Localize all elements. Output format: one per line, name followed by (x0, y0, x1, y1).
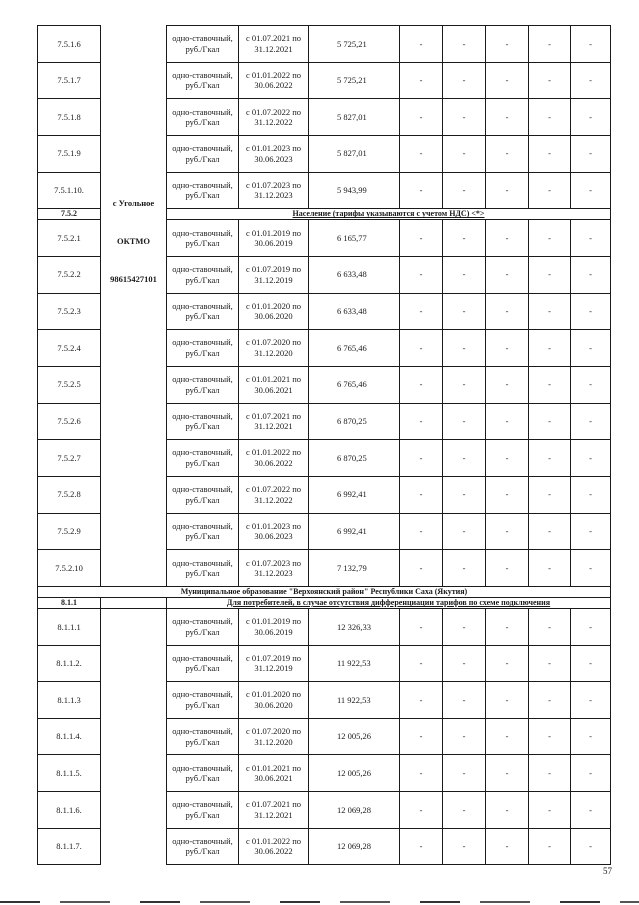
tariff-type: одно-ставочный, руб./Гкал (167, 366, 239, 403)
empty-value-dash: - (400, 476, 443, 513)
tariff-type: одно-ставочный, руб./Гкал (167, 682, 239, 719)
municipality-row (38, 587, 611, 598)
empty-value-dash: - (486, 330, 529, 367)
group-title: Население (тарифы указываются с учетом НДС) <*> (167, 209, 611, 220)
tariff-type: одно-ставочный, руб./Гкал (167, 609, 239, 646)
empty-value-dash: - (486, 62, 529, 99)
row-number: 7.5.2.4 (38, 330, 101, 367)
empty-value-dash: - (400, 99, 443, 136)
empty-value-dash: - (486, 476, 529, 513)
tariff-value: 12 005,26 (309, 755, 400, 792)
tariff-type: одно-ставочный, руб./Гкал (167, 645, 239, 682)
empty-value-dash: - (400, 220, 443, 257)
empty-value-dash: - (486, 645, 529, 682)
tariff-type: одно-ставочный, руб./Гкал (167, 718, 239, 755)
empty-value-dash: - (571, 330, 611, 367)
empty-value-dash: - (443, 440, 486, 477)
settlement-info (101, 26, 166, 587)
empty-value-dash: - (443, 718, 486, 755)
empty-value-dash: - (529, 682, 571, 719)
empty-value-dash: - (400, 550, 443, 587)
settlement-cell-blank (101, 718, 167, 755)
table-row (38, 755, 611, 792)
settlement-cell-blank (101, 645, 167, 682)
empty-value-dash: - (529, 26, 571, 63)
empty-value-dash: - (571, 26, 611, 63)
row-number: 7.5.1.9 (38, 135, 101, 172)
table-row (38, 682, 611, 719)
empty-value-dash: - (443, 645, 486, 682)
empty-value-dash: - (400, 792, 443, 829)
empty-value-dash: - (529, 550, 571, 587)
row-number: 8.1.1.5. (38, 755, 101, 792)
empty-value-dash: - (443, 476, 486, 513)
row-number: 7.5.2.3 (38, 293, 101, 330)
row-number: 7.5.1.7 (38, 62, 101, 99)
empty-value-dash: - (486, 682, 529, 719)
row-number: 7.5.2.6 (38, 403, 101, 440)
empty-value-dash: - (571, 792, 611, 829)
oktmo-label: ОКТМО (117, 235, 150, 246)
tariff-type: одно-ставочный, руб./Гкал (167, 99, 239, 136)
empty-value-dash: - (571, 550, 611, 587)
row-number: 8.1.1.1 (38, 609, 101, 646)
empty-value-dash: - (571, 513, 611, 550)
row-number: 7.5.1.8 (38, 99, 101, 136)
tariff-type: одно-ставочный, руб./Гкал (167, 293, 239, 330)
table-row (38, 609, 611, 646)
empty-value-dash: - (400, 609, 443, 646)
tariff-period: с 01.07.2023 по 31.12.2023 (239, 172, 309, 209)
tariff-period: с 01.07.2021 по 31.12.2021 (239, 26, 309, 63)
tariff-period: с 01.07.2022 по 31.12.2022 (239, 476, 309, 513)
empty-value-dash: - (529, 135, 571, 172)
tariff-value: 11 922,53 (309, 645, 400, 682)
table-row (38, 792, 611, 829)
empty-value-dash: - (486, 366, 529, 403)
tariff-period: с 01.07.2020 по 31.12.2020 (239, 718, 309, 755)
empty-value-dash: - (400, 513, 443, 550)
empty-value-dash: - (486, 718, 529, 755)
empty-value-dash: - (443, 26, 486, 63)
tariff-period: с 01.01.2022 по 30.06.2022 (239, 440, 309, 477)
tariff-type: одно-ставочный, руб./Гкал (167, 403, 239, 440)
empty-value-dash: - (486, 99, 529, 136)
tariff-value: 12 005,26 (309, 718, 400, 755)
empty-value-dash: - (529, 476, 571, 513)
empty-value-dash: - (400, 755, 443, 792)
empty-value-dash: - (486, 403, 529, 440)
group-number: 8.1.1 (38, 598, 101, 609)
empty-value-dash: - (529, 293, 571, 330)
empty-value-dash: - (571, 476, 611, 513)
empty-value-dash: - (443, 135, 486, 172)
empty-value-dash: - (529, 513, 571, 550)
empty-value-dash: - (571, 718, 611, 755)
group-title: Для потребителей, в случае отсутствия дифференциации тарифов по схеме подключения (167, 598, 611, 609)
tariff-period: с 01.01.2020 по 30.06.2020 (239, 682, 309, 719)
empty-value-dash: - (486, 609, 529, 646)
row-number: 7.5.2.10 (38, 550, 101, 587)
tariff-type: одно-ставочный, руб./Гкал (167, 792, 239, 829)
blank-cell (101, 598, 167, 609)
tariff-period: с 01.07.2022 по 31.12.2022 (239, 99, 309, 136)
tariff-value: 12 326,33 (309, 609, 400, 646)
tariff-value: 6 633,48 (309, 293, 400, 330)
table-body (38, 26, 611, 865)
empty-value-dash: - (400, 828, 443, 865)
empty-value-dash: - (443, 755, 486, 792)
tariff-period: с 01.01.2019 по 30.06.2019 (239, 220, 309, 257)
row-number: 8.1.1.2. (38, 645, 101, 682)
settlement-name: с Угольное (112, 197, 155, 208)
tariff-type: одно-ставочный, руб./Гкал (167, 220, 239, 257)
empty-value-dash: - (443, 330, 486, 367)
tariff-value: 12 069,28 (309, 792, 400, 829)
empty-value-dash: - (400, 26, 443, 63)
tariff-period: с 01.07.2021 по 31.12.2021 (239, 403, 309, 440)
empty-value-dash: - (486, 172, 529, 209)
tariff-type: одно-ставочный, руб./Гкал (167, 135, 239, 172)
empty-value-dash: - (486, 293, 529, 330)
tariff-period: с 01.01.2023 по 30.06.2023 (239, 513, 309, 550)
empty-value-dash: - (529, 718, 571, 755)
empty-value-dash: - (486, 256, 529, 293)
tariff-value: 6 992,41 (309, 513, 400, 550)
empty-value-dash: - (571, 403, 611, 440)
tariff-period: с 01.01.2023 по 30.06.2023 (239, 135, 309, 172)
tariff-type: одно-ставочный, руб./Гкал (167, 26, 239, 63)
empty-value-dash: - (529, 62, 571, 99)
settlement-cell (101, 26, 167, 587)
tariff-type: одно-ставочный, руб./Гкал (167, 476, 239, 513)
table-row (38, 645, 611, 682)
empty-value-dash: - (571, 755, 611, 792)
empty-value-dash: - (400, 293, 443, 330)
empty-value-dash: - (486, 440, 529, 477)
empty-value-dash: - (571, 62, 611, 99)
empty-value-dash: - (443, 828, 486, 865)
empty-value-dash: - (443, 62, 486, 99)
tariff-value: 11 922,53 (309, 682, 400, 719)
empty-value-dash: - (400, 366, 443, 403)
empty-value-dash: - (443, 293, 486, 330)
empty-value-dash: - (400, 440, 443, 477)
table-row (38, 26, 611, 63)
tariff-period: с 01.01.2021 по 30.06.2021 (239, 755, 309, 792)
row-number: 7.5.1.10. (38, 172, 101, 209)
tariff-value: 6 765,46 (309, 366, 400, 403)
tariff-type: одно-ставочный, руб./Гкал (167, 828, 239, 865)
empty-value-dash: - (400, 645, 443, 682)
empty-value-dash: - (529, 99, 571, 136)
tariff-period: с 01.01.2020 по 30.06.2020 (239, 293, 309, 330)
tariff-period: с 01.07.2023 по 31.12.2023 (239, 550, 309, 587)
tariff-type: одно-ставочный, руб./Гкал (167, 256, 239, 293)
tariff-period: с 01.01.2022 по 30.06.2022 (239, 62, 309, 99)
empty-value-dash: - (571, 220, 611, 257)
tariff-period: с 01.07.2019 по 31.12.2019 (239, 256, 309, 293)
row-number: 8.1.1.3 (38, 682, 101, 719)
tariff-type: одно-ставочный, руб./Гкал (167, 755, 239, 792)
empty-value-dash: - (529, 609, 571, 646)
settlement-cell-blank (101, 828, 167, 865)
tariff-value: 5 725,21 (309, 26, 400, 63)
tariff-type: одно-ставочный, руб./Гкал (167, 62, 239, 99)
empty-value-dash: - (486, 792, 529, 829)
group-header-row (38, 598, 611, 609)
row-number: 8.1.1.4. (38, 718, 101, 755)
oktmo-code: 98615427101 (110, 273, 157, 284)
empty-value-dash: - (529, 403, 571, 440)
tariff-value: 5 725,21 (309, 62, 400, 99)
tariff-value: 6 765,46 (309, 330, 400, 367)
empty-value-dash: - (571, 440, 611, 477)
empty-value-dash: - (443, 550, 486, 587)
tariff-period: с 01.01.2022 по 30.06.2022 (239, 828, 309, 865)
empty-value-dash: - (571, 256, 611, 293)
empty-value-dash: - (571, 645, 611, 682)
table-row (38, 828, 611, 865)
tariff-type: одно-ставочный, руб./Гкал (167, 440, 239, 477)
tariff-type: одно-ставочный, руб./Гкал (167, 330, 239, 367)
row-number: 7.5.2.9 (38, 513, 101, 550)
empty-value-dash: - (400, 256, 443, 293)
row-number: 7.5.2.8 (38, 476, 101, 513)
empty-value-dash: - (486, 135, 529, 172)
tariff-value: 6 633,48 (309, 256, 400, 293)
settlement-cell-blank (101, 792, 167, 829)
tariff-value: 5 827,01 (309, 99, 400, 136)
tariff-value: 5 943,99 (309, 172, 400, 209)
municipality-title: Муниципальное образование "Верхоянский район" Республики Саха (Якутия) (38, 587, 611, 598)
empty-value-dash: - (486, 755, 529, 792)
empty-value-dash: - (571, 172, 611, 209)
tariff-value: 6 870,25 (309, 440, 400, 477)
tariff-period: с 01.07.2021 по 31.12.2021 (239, 792, 309, 829)
row-number: 8.1.1.6. (38, 792, 101, 829)
empty-value-dash: - (529, 172, 571, 209)
empty-value-dash: - (529, 256, 571, 293)
tariff-value: 5 827,01 (309, 135, 400, 172)
empty-value-dash: - (486, 26, 529, 63)
empty-value-dash: - (529, 220, 571, 257)
tariff-table (37, 25, 611, 865)
settlement-cell-blank (101, 609, 167, 646)
row-number: 7.5.1.6 (38, 26, 101, 63)
empty-value-dash: - (571, 609, 611, 646)
group-number: 7.5.2 (38, 209, 101, 220)
empty-value-dash: - (443, 256, 486, 293)
empty-value-dash: - (400, 718, 443, 755)
empty-value-dash: - (486, 513, 529, 550)
row-number: 7.5.2.1 (38, 220, 101, 257)
empty-value-dash: - (529, 330, 571, 367)
empty-value-dash: - (443, 792, 486, 829)
empty-value-dash: - (571, 135, 611, 172)
empty-value-dash: - (400, 330, 443, 367)
tariff-period: с 01.07.2019 по 31.12.2019 (239, 645, 309, 682)
empty-value-dash: - (571, 99, 611, 136)
empty-value-dash: - (529, 828, 571, 865)
tariff-value: 12 069,28 (309, 828, 400, 865)
empty-value-dash: - (400, 682, 443, 719)
empty-value-dash: - (400, 62, 443, 99)
settlement-cell-blank (101, 755, 167, 792)
empty-value-dash: - (571, 828, 611, 865)
empty-value-dash: - (400, 172, 443, 209)
page-number: 57 (603, 866, 612, 876)
empty-value-dash: - (529, 366, 571, 403)
empty-value-dash: - (529, 792, 571, 829)
settlement-cell-blank (101, 682, 167, 719)
empty-value-dash: - (486, 220, 529, 257)
empty-value-dash: - (443, 172, 486, 209)
empty-value-dash: - (571, 682, 611, 719)
empty-value-dash: - (443, 220, 486, 257)
empty-value-dash: - (571, 366, 611, 403)
empty-value-dash: - (443, 682, 486, 719)
tariff-value: 6 870,25 (309, 403, 400, 440)
empty-value-dash: - (529, 755, 571, 792)
empty-value-dash: - (529, 440, 571, 477)
tariff-period: с 01.01.2019 по 30.06.2019 (239, 609, 309, 646)
tariff-period: с 01.07.2020 по 31.12.2020 (239, 330, 309, 367)
tariff-value: 6 992,41 (309, 476, 400, 513)
empty-value-dash: - (486, 828, 529, 865)
empty-value-dash: - (443, 99, 486, 136)
empty-value-dash: - (486, 550, 529, 587)
tariff-value: 7 132,79 (309, 550, 400, 587)
empty-value-dash: - (443, 513, 486, 550)
table-row (38, 718, 611, 755)
tariff-type: одно-ставочный, руб./Гкал (167, 550, 239, 587)
row-number: 8.1.1.7. (38, 828, 101, 865)
empty-value-dash: - (571, 293, 611, 330)
row-number: 7.5.2.7 (38, 440, 101, 477)
empty-value-dash: - (529, 645, 571, 682)
empty-value-dash: - (443, 403, 486, 440)
empty-value-dash: - (400, 403, 443, 440)
empty-value-dash: - (443, 366, 486, 403)
tariff-value: 6 165,77 (309, 220, 400, 257)
row-number: 7.5.2.2 (38, 256, 101, 293)
row-number: 7.5.2.5 (38, 366, 101, 403)
tariff-type: одно-ставочный, руб./Гкал (167, 513, 239, 550)
empty-value-dash: - (443, 609, 486, 646)
empty-value-dash: - (400, 135, 443, 172)
scan-bottom-rule (0, 901, 639, 903)
tariff-period: с 01.01.2021 по 30.06.2021 (239, 366, 309, 403)
tariff-type: одно-ставочный, руб./Гкал (167, 172, 239, 209)
